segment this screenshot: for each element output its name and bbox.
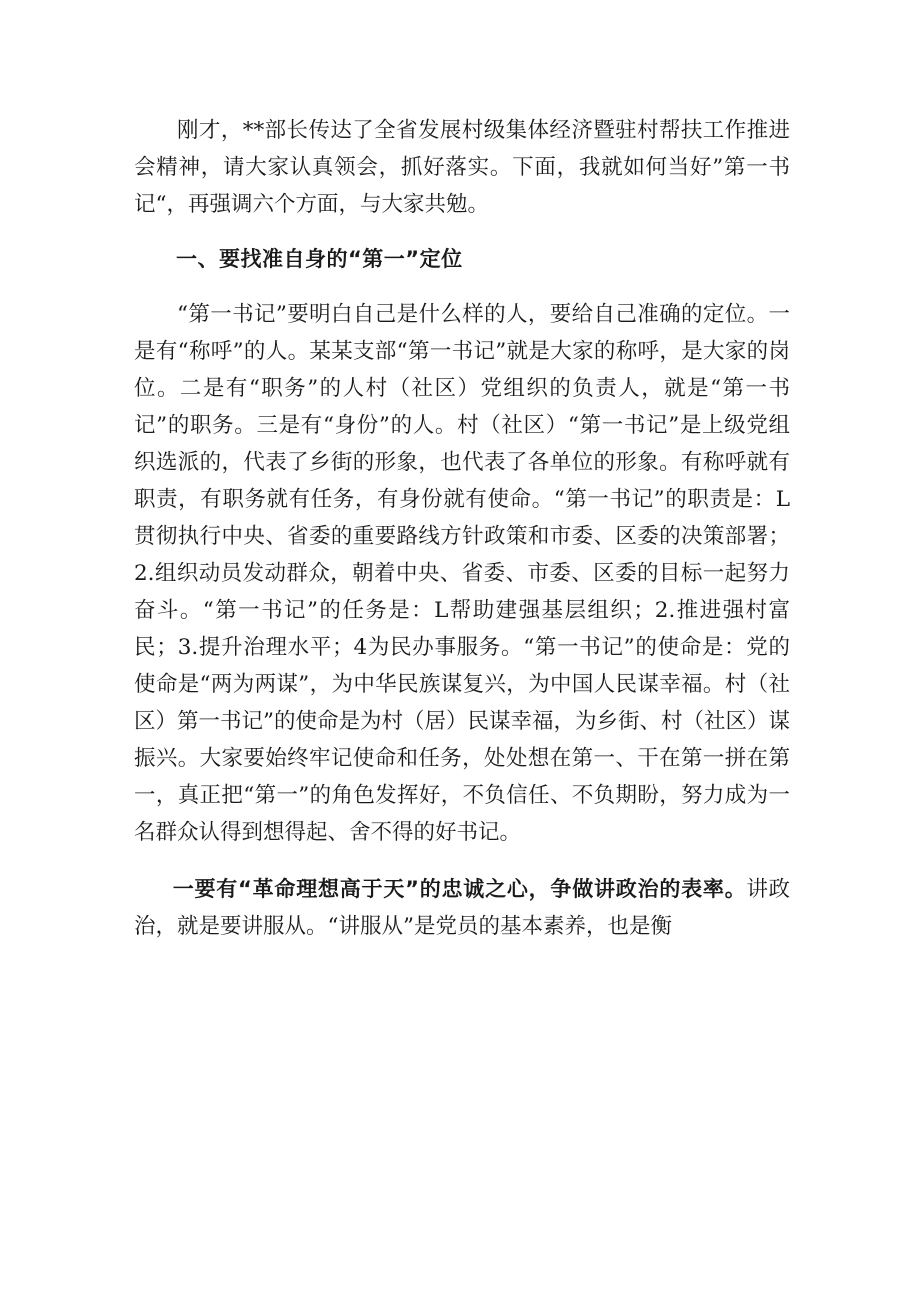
point-1-lead: 一要有“革命理想高于天”的忠诚之心，争做讲政治的表率。 — [172, 877, 747, 901]
section-heading-1: 一、要找准自身的“第一”定位 — [176, 247, 463, 271]
point-1-body: 讲政治，就是要讲服从。“讲服从”是党员的基本素养，也是衡 — [134, 877, 790, 939]
document-body — [134, 112, 790, 945]
point-1-paragraph — [134, 871, 790, 945]
section-1-paragraph: “第一书记”要明白自己是什么样的人，要给自己准确的定位。一是有“称呼”的人。某某支部“第一书记”就是大家的称呼，是大家的岗位。二是有“职务”的人村（社区）党组织的负责人，就是“第一书记”的职务。三是有“身份”的人。村（社区）“第一书记”是上级党组织选派的，代表了乡街的形象，也代表了各单位的形象。有称呼就有职责，有职务就有任务，有身份就有使命。“第一书记”的职责是：L贯彻执行中央、省委的重要路线方针政策和市委、区委的决策部署；2.组织动员发动群众，朝着中央、省委、市委、区委的目标一起努力奋斗。“第一书记”的任务是：L帮助建强基层组织；2.推进强村富民；3.提升治理水平；4为民办事服务。“第一书记”的使命是：党的使命是“两为两谋”，为中华民族谋复兴，为中国人民谋幸福。村（社区）第一书记”的使命是为村（居）民谋幸福，为乡街、村（社区）谋振兴。大家要始终牢记使命和任务，处处想在第一、干在第一拼在第一，真正把“第一”的角色发挥好，不负信任、不负期盼，努力成为一名群众认得到想得起、舍不得的好书记。 — [134, 302, 790, 845]
opening-paragraph: 刚才，**部长传达了全省发展村级集体经济暨驻村帮扶工作推进会精神，请大家认真领会，抓好落实。下面，我就如何当好”第一书记“，再强调六个方面，与大家共勉。 — [134, 118, 790, 217]
